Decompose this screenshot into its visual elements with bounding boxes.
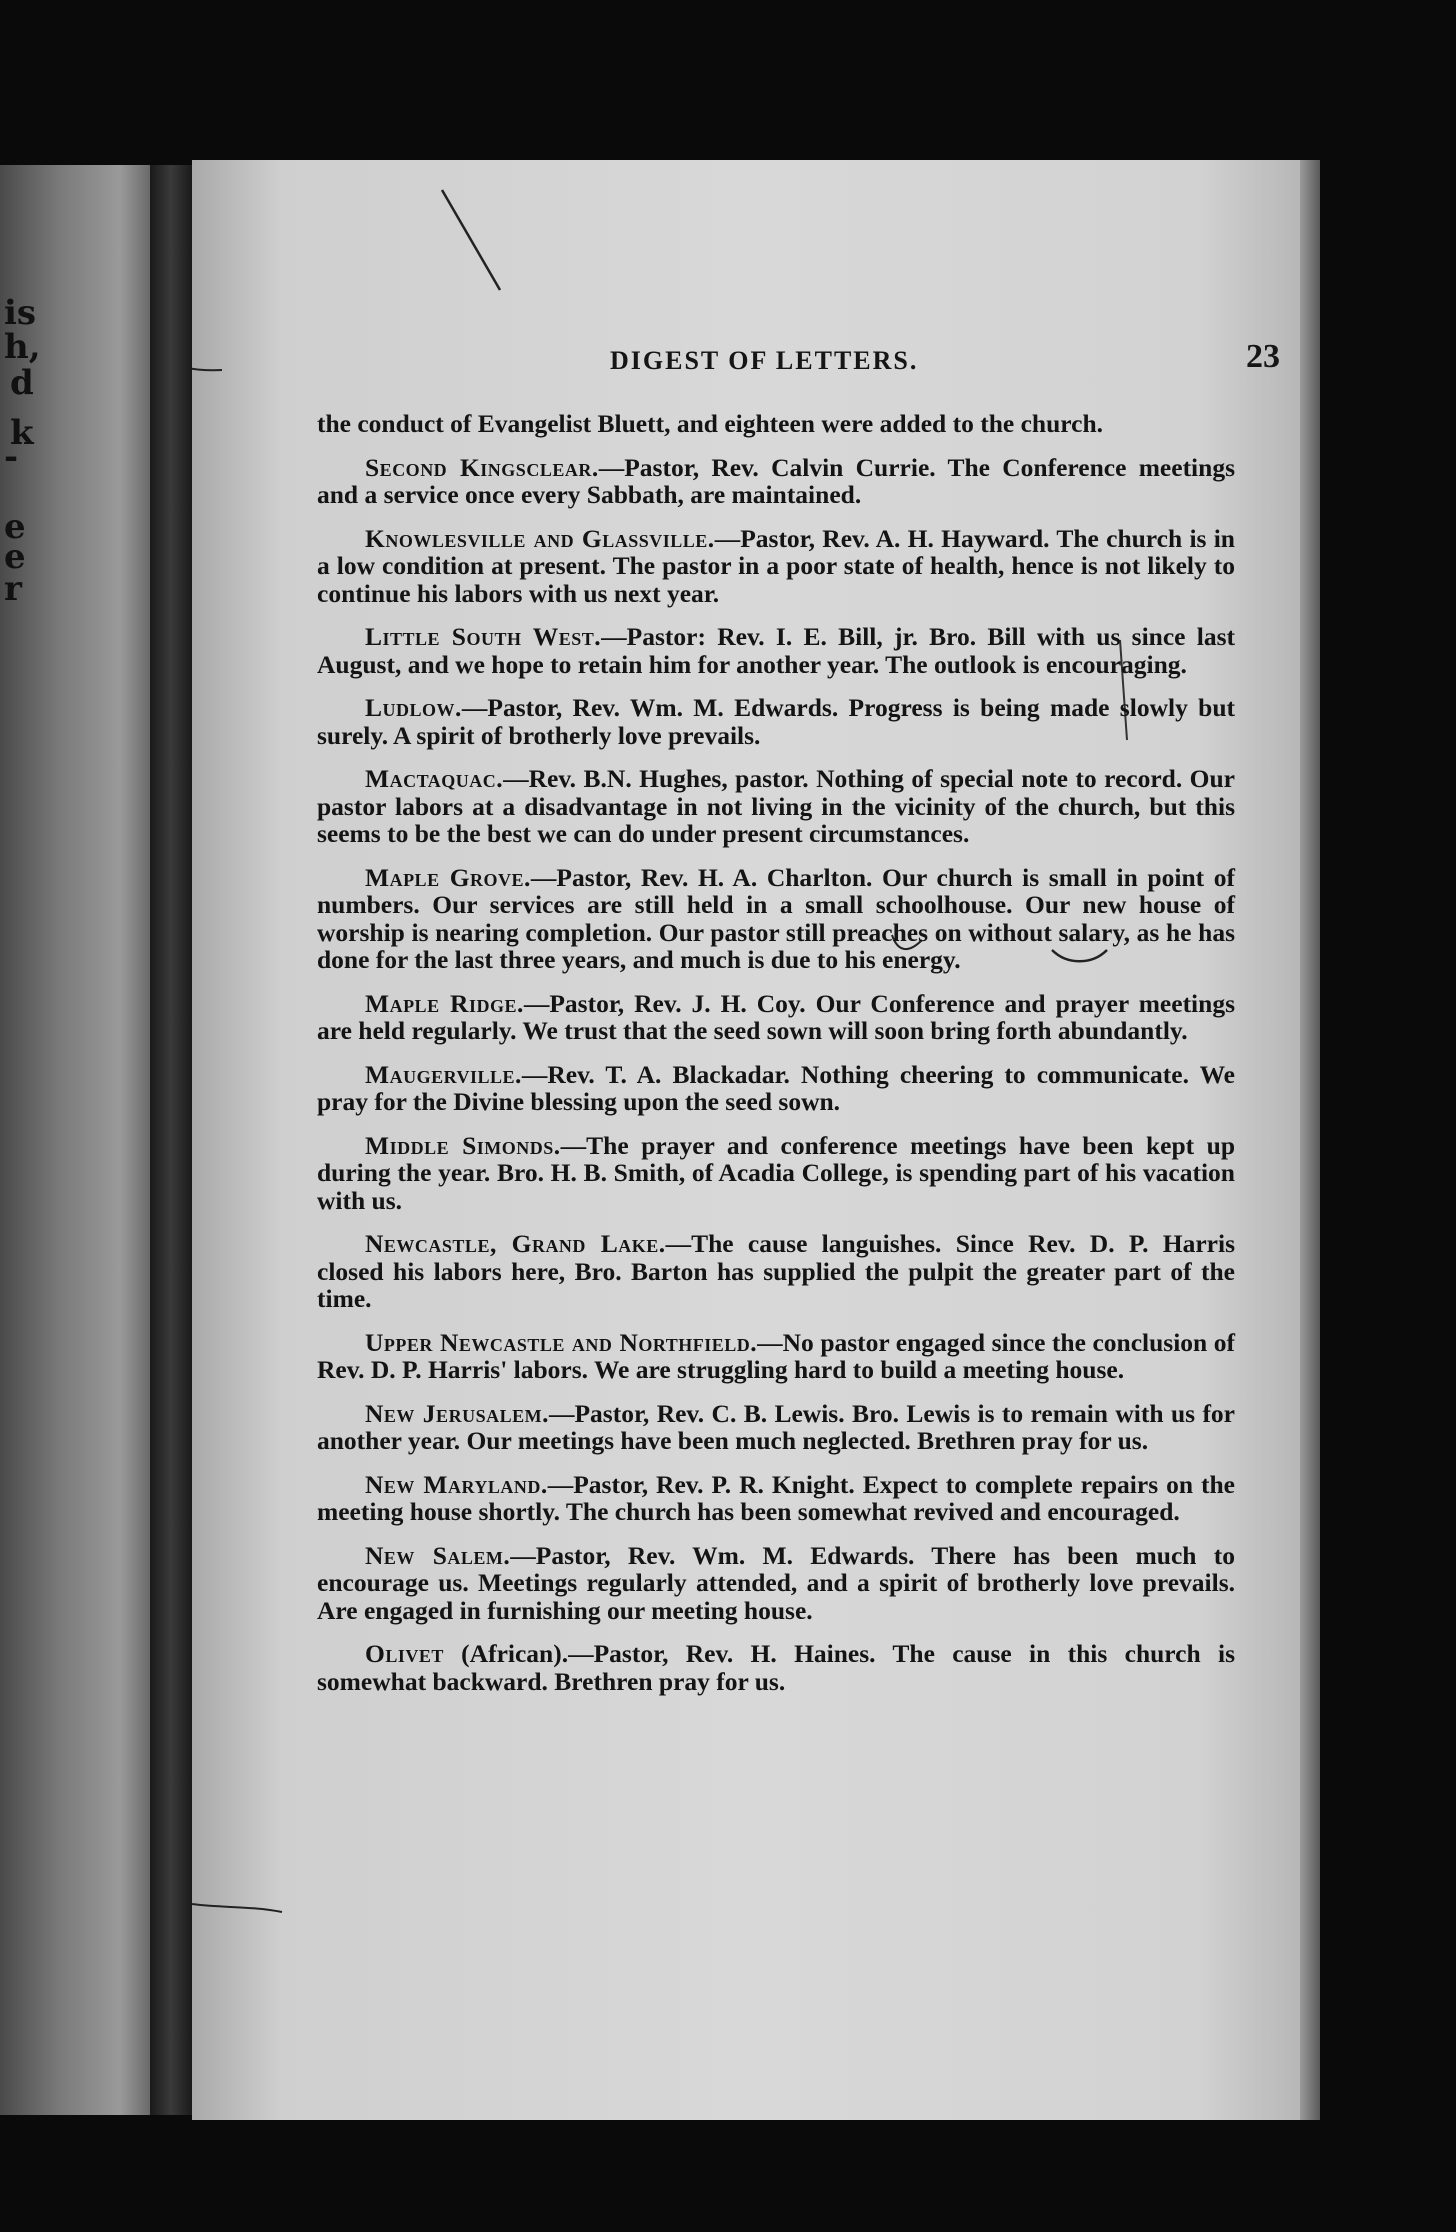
entry-text: —Pastor, Rev. P. R. Knight. Expect to complete repairs on the meeting house shortly. The church has been somewhat revived and encouraged. — [317, 1469, 1236, 1526]
entry-text: —Pastor, Rev. A. H. Hayward. The church is in a low condition at present. The pastor in a poor state of health, hence is not likely to continue his labors with us next year. — [317, 523, 1235, 608]
entry-text: —Pastor, Rev. Wm. M. Edwards. Progress is being made slowly but surely. A spirit of brotherly love prevails. — [317, 693, 1235, 750]
page-body — [317, 410, 1235, 1711]
running-head: DIGEST OF LETTERS. — [610, 346, 919, 375]
church-name: Middle Simonds. — [365, 1130, 561, 1160]
facing-page-text: e — [4, 507, 26, 547]
entry-text: —Rev. T. A. Blackadar. Nothing cheering to communicate. We pray for the Divine blessing upon the seed sown. — [317, 1059, 1235, 1116]
facing-page-text: e — [4, 537, 26, 577]
letter-entry — [317, 1132, 1235, 1215]
letter-entry — [317, 1230, 1235, 1313]
church-name: New Maryland. — [365, 1469, 548, 1499]
facing-page-text: d — [10, 363, 34, 403]
church-name: New Salem. — [365, 1540, 511, 1570]
church-name: Ludlow. — [365, 693, 462, 722]
page-header — [192, 338, 1308, 396]
facing-page-text: - — [4, 437, 19, 477]
entry-text: —Rev. B.N. Hughes, pastor. Nothing of special note to record. Our pastor labors at a disadvantage in not living in the vicinity of the church, but this seems to be the best we can do under present circumstances. — [317, 764, 1235, 848]
church-name: Upper Newcastle and Northfield. — [365, 1327, 758, 1357]
entry-text: —Pastor, Rev. C. B. Lewis. Bro. Lewis is to remain with us for another year. Our meetings have been much neglected. Brethren pray for us. — [317, 1398, 1235, 1455]
book-gutter — [150, 165, 192, 2115]
facing-page-fragment — [0, 165, 150, 2115]
letter-entry — [317, 990, 1235, 1045]
church-name: Mactaquac. — [365, 764, 504, 793]
entry-text: —The cause languishes. Since Rev. D. P. Harris closed his labors here, Bro. Barton has supplied the pulpit the greater part of the time. — [317, 1229, 1235, 1313]
church-name: Maple Ridge. — [365, 988, 524, 1018]
entry-text: —The prayer and conference meetings have been kept up during the year. Bro. H. B. Smith, of Acadia College, is spending part of his vacation with us. — [317, 1130, 1235, 1215]
page-edge — [1300, 160, 1320, 2120]
book-page — [192, 160, 1308, 2120]
church-name: Little South West. — [365, 622, 602, 651]
letter-entry — [317, 1400, 1235, 1455]
opening-paragraph: the conduct of Evangelist Bluett, and eighteen were added to the church. — [317, 409, 1104, 438]
entry-text: —No pastor engaged since the conclusion of Rev. D. P. Harris' labors. We are struggling hard to build a meeting house. — [317, 1327, 1235, 1384]
letter-entry — [317, 765, 1235, 848]
church-name: Olivet — [365, 1639, 444, 1668]
entry-text: —Pastor: Rev. I. E. Bill, jr. Bro. Bill with us since last August, and we hope to retain him for another year. The outlook is encouraging. — [317, 622, 1235, 679]
letter-entry — [317, 525, 1235, 608]
church-name: Second Kingsclear. — [365, 452, 599, 482]
letter-entry — [317, 623, 1235, 678]
church-name: Knowlesville and Glassville. — [365, 523, 715, 553]
letter-entry — [317, 1329, 1235, 1384]
church-name: Maugerville. — [365, 1059, 522, 1089]
pen-stroke — [192, 1876, 282, 1912]
letter-entry — [317, 1471, 1235, 1526]
letter-entry — [317, 1061, 1235, 1116]
page-number: 23 — [1246, 338, 1280, 375]
church-name: Maple Grove. — [365, 862, 531, 892]
pen-stroke — [442, 190, 500, 290]
letter-entry — [317, 864, 1235, 974]
letter-entry — [317, 694, 1235, 749]
letter-entry — [317, 1542, 1235, 1625]
letter-entry — [317, 454, 1235, 509]
entry-text: —Pastor, Rev. J. H. Coy. Our Conference and prayer meetings are held regularly. We trust that the seed sown will soon bring forth abundantly. — [317, 988, 1236, 1045]
entry-text: —Pastor, Rev. Calvin Currie. The Conference meetings and a service once every Sabbath, are maintained. — [317, 452, 1236, 509]
facing-page-text: k — [10, 413, 34, 453]
letter-entry — [317, 1640, 1235, 1695]
entry-text: —Pastor, Rev. Wm. M. Edwards. There has been much to encourage us. Meetings regularly attended, and a spirit of brotherly love prevails. Are engaged in furnishing our meeting house. — [317, 1540, 1235, 1625]
facing-page-text: r — [4, 569, 22, 609]
church-name: New Jerusalem. — [365, 1398, 549, 1428]
facing-page-text: h, — [4, 327, 41, 367]
facing-page-text: is — [4, 293, 37, 333]
entry-text: (African).—Pastor, Rev. H. Haines. The cause in this church is somewhat backward. Brethren pray for us. — [317, 1639, 1235, 1696]
entry-text: —Pastor, Rev. H. A. Charlton. Our church is small in point of numbers. Our services are still held in a small schoolhouse. Our new house of worship is nearing completion. Our pastor still preaches on without salary, as he has done for the last three years, and much is due to his energy. — [317, 862, 1235, 974]
church-name: Newcastle, Grand Lake. — [365, 1229, 666, 1258]
